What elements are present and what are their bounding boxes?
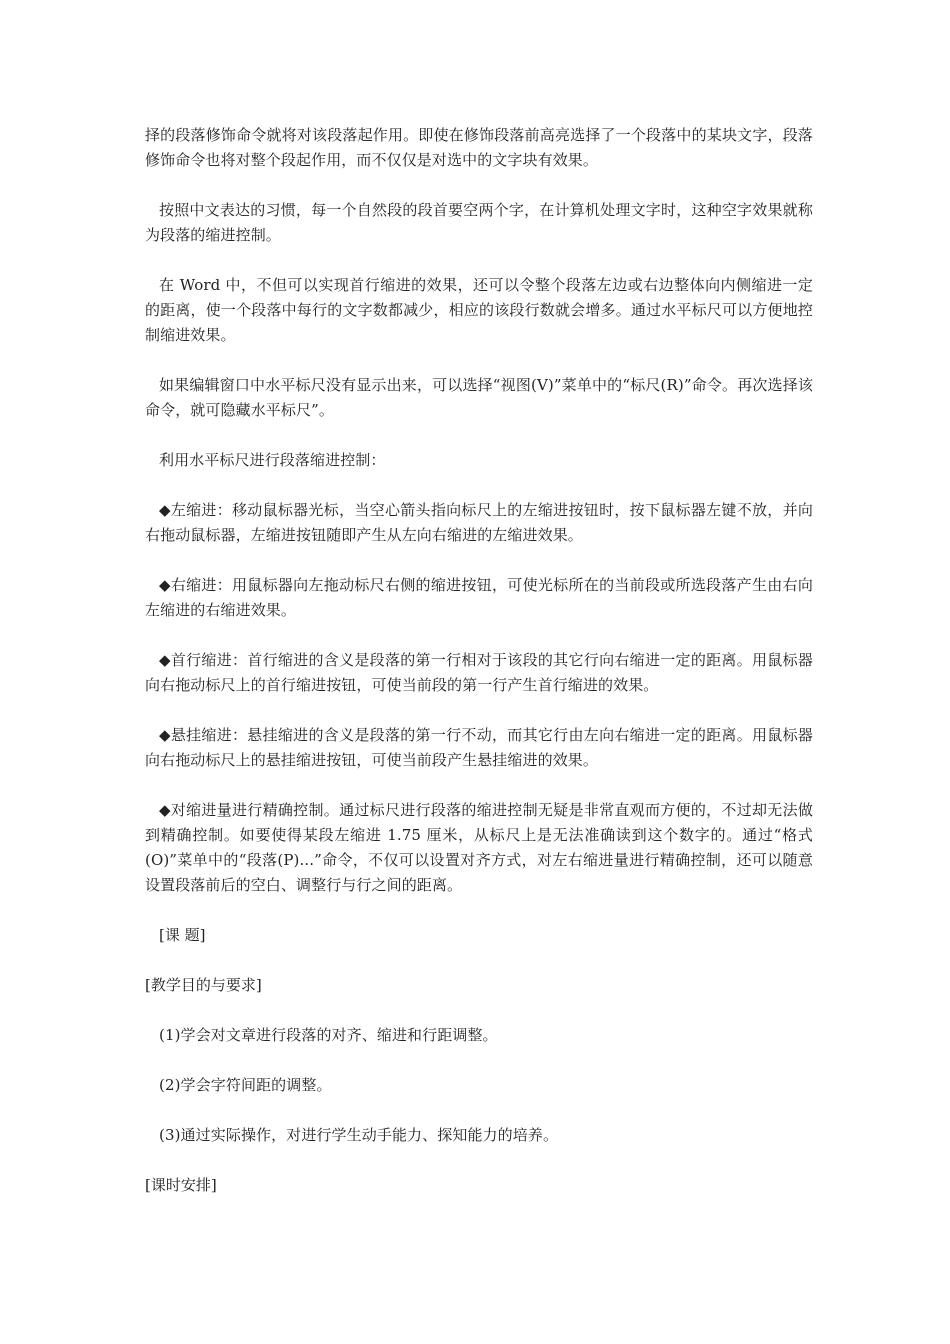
paragraph-word-indent: 在 Word 中，不但可以实现首行缩进的效果，还可以令整个段落左边或右边整体向内侧缩进一定的距离，使一个段落中每行的文字数都减少，相应的该段行数就会增多。通过水平标尺可以方便地控制缩进效果。 <box>145 276 813 344</box>
objectives-heading: [教学目的与要求] <box>145 976 262 994</box>
paragraph-precise-control: ◆对缩进量进行精确控制。通过标尺进行段落的缩进控制无疑是非常直观而方便的，不过却无法做到精确控制。如要使得某段左缩进 1.75 厘米，从标尺上是无法准确读到这个数字的。通过“格式(O)”菜单中的“段落(P)...”命令，不仅可以设置对齐方式，对左右缩进量进行精确控制，还可以随意设置段落前后的空白、调整行与行之间的距离。 <box>145 801 813 894</box>
paragraph-left-indent: ◆左缩进：移动鼠标器光标，当空心箭头指向标尺上的左缩进按钮时，按下鼠标器左键不放，并向右拖动鼠标器，左缩进按钮随即产生从左向右缩进的左缩进效果。 <box>145 501 813 544</box>
paragraph-indent-habit: 按照中文表达的习惯，每一个自然段的段首要空两个字，在计算机处理文字时，这种空字效果就称为段落的缩进控制。 <box>145 201 813 244</box>
lesson-title: [课 题] <box>159 926 206 944</box>
paragraph-ruler-intro: 利用水平标尺进行段落缩进控制： <box>159 451 386 469</box>
objective-item: (1)学会对文章进行段落的对齐、缩进和行距调整。 <box>159 1026 498 1044</box>
document-page <box>145 123 813 1223</box>
objective-item: (2)学会字符间距的调整。 <box>159 1076 332 1094</box>
paragraph-hanging-indent: ◆悬挂缩进：悬挂缩进的含义是段落的第一行不动，而其它行由左向右缩进一定的距离。用鼠标器向右拖动标尺上的悬挂缩进按钮，可使当前段产生悬挂缩进的效果。 <box>145 726 813 769</box>
paragraph-continuation: 择的段落修饰命令就将对该段落起作用。即使在修饰段落前高亮选择了一个段落中的某块文字，段落修饰命令也将对整个段起作用，而不仅仅是对选中的文字块有效果。 <box>145 126 813 169</box>
paragraph-right-indent: ◆右缩进：用鼠标器向左拖动标尺右侧的缩进按钮，可使光标所在的当前段或所选段落产生由右向左缩进的右缩进效果。 <box>145 576 813 619</box>
schedule-heading: [课时安排] <box>145 1176 217 1194</box>
paragraph-ruler-display: 如果编辑窗口中水平标尺没有显示出来，可以选择“视图(V)”菜单中的“标尺(R)”命令。再次选择该命令，就可隐藏水平标尺”。 <box>145 376 813 419</box>
objective-item: (3)通过实际操作，对进行学生动手能力、探知能力的培养。 <box>159 1126 559 1144</box>
paragraph-first-line-indent: ◆首行缩进：首行缩进的含义是段落的第一行相对于该段的其它行向右缩进一定的距离。用鼠标器向右拖动标尺上的首行缩进按钮，可使当前段的第一行产生首行缩进的效果。 <box>145 651 813 694</box>
